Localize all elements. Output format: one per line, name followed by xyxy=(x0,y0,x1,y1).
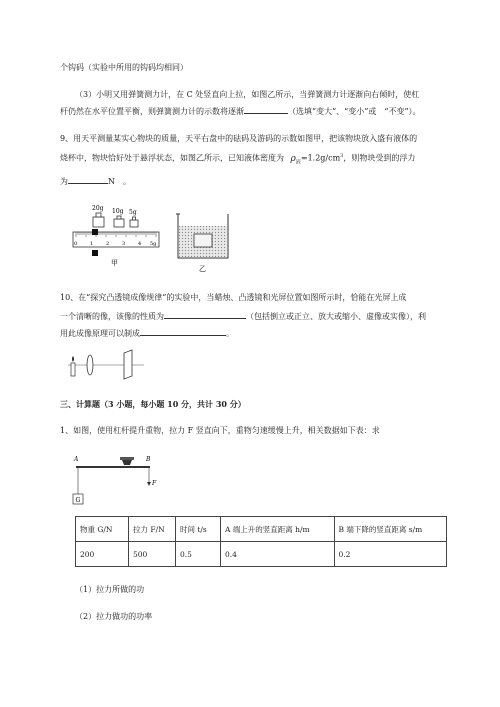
balance-figure xyxy=(68,198,164,268)
light-screen xyxy=(124,350,132,379)
candle-icon xyxy=(71,356,75,376)
text-segment: 用此成像原理可以制成 xyxy=(60,329,140,338)
tick-label: 1 xyxy=(90,241,94,247)
answer-blank[interactable] xyxy=(68,175,108,184)
weight-label: 20g xyxy=(92,205,104,212)
tick-label: 2 xyxy=(106,241,110,247)
table-row xyxy=(76,542,447,567)
force-label-f: F xyxy=(152,480,157,487)
rho-symbol: ρ xyxy=(290,153,296,164)
weight-20g xyxy=(92,205,104,227)
lever-label-a: A xyxy=(74,456,79,463)
floating-block xyxy=(194,234,212,247)
text-segment: N 。 xyxy=(108,177,131,186)
convex-lens xyxy=(87,355,93,375)
weight-10g xyxy=(112,208,124,227)
weight-5g xyxy=(129,209,138,227)
object-label-g: G xyxy=(75,497,81,504)
data-table xyxy=(75,516,447,567)
table-cell: 0.4 xyxy=(221,542,335,567)
table-cell: 物重 G/N xyxy=(76,517,129,542)
tick-label: 3 xyxy=(122,241,126,247)
question-9-line xyxy=(60,151,415,168)
figure-label-jia: 甲 xyxy=(111,259,118,267)
sub-question: （2）拉力做功的功率 xyxy=(75,612,153,621)
answer-blank[interactable] xyxy=(140,327,226,336)
lever-figure xyxy=(66,452,166,510)
question-10-line: 10、在“探究凸透镜成像规律”的实验中，当蜡烛、凸透镜和光屏位置如图所示时，恰能在光屏上成 xyxy=(60,293,407,302)
text-line: （3）小明又用弹簧测力计，在 C 处竖直向上拉，如图乙所示，当弹簧测力计逐渐向右倾时，使杠 xyxy=(75,90,420,99)
table-cell: 拉力 F/N xyxy=(129,517,176,542)
question-9-line: 9、用天平测量某实心物块的质量，天平右盘中的砝码及游码的示数如图甲，把该物块放入盛有液体的 xyxy=(60,134,418,143)
text-segment: （包括倒立或正立、放大或缩小、虚像或实像），利 xyxy=(246,312,426,321)
table-cell: 0.2 xyxy=(334,542,446,567)
text-segment: ，则物块受到的浮力 xyxy=(343,153,416,163)
answer-blank[interactable] xyxy=(244,105,288,114)
text-segment: 。 xyxy=(226,329,234,338)
text-segment: =1.2g/cm xyxy=(300,153,341,163)
table-cell: 时间 t/s xyxy=(176,517,221,542)
weight-label: 10g xyxy=(112,208,124,215)
question-9-line xyxy=(60,175,131,187)
rider-marker xyxy=(92,250,98,256)
lever-label-b: B xyxy=(146,456,151,463)
text-segment: 为 xyxy=(60,177,68,186)
section-heading: 三、计算题（3 小题，每小题 10 分，共计 30 分） xyxy=(60,399,246,409)
beaker-figure xyxy=(172,210,242,274)
tick-label: 4 xyxy=(138,241,142,247)
table-cell: A 端上升的竖直距离 h/m xyxy=(221,517,335,542)
text-segment: 一个清晰的像，该像的性质为 xyxy=(60,312,164,321)
sub-question: （1）拉力所做的功 xyxy=(75,585,145,594)
rho-subscript: 液 xyxy=(295,159,301,166)
table-cell: 200 xyxy=(76,542,129,567)
answer-blank[interactable] xyxy=(164,310,246,319)
text-segment: 烧杯中，物块恰好处于悬浮状态，如图乙所示，已知液体密度为 xyxy=(60,153,284,163)
table-cell: 0.5 xyxy=(176,542,221,567)
rider-marker xyxy=(92,229,98,235)
tick-label: 0 xyxy=(74,241,78,247)
text-line xyxy=(60,105,421,117)
table-cell: B 端下降的竖直距离 s/m xyxy=(334,517,446,542)
text-segment: （选填“变大”、“变小”或 “不变”）。 xyxy=(288,107,421,116)
fulcrum-bracket xyxy=(122,460,132,465)
ruler xyxy=(73,229,159,256)
question-10-line xyxy=(60,310,426,322)
question-10-line xyxy=(60,327,234,339)
table-header-row xyxy=(76,517,447,542)
calc-question-1: 1、如图，使用杠杆提升重物，拉力 F 竖直向下，重物匀速缓慢上升，相关数据如下表：求 xyxy=(60,426,380,435)
figure-label-yi: 乙 xyxy=(199,265,206,273)
lens-setup-figure xyxy=(66,348,148,380)
tick-label: 5g xyxy=(150,241,157,247)
unit-superscript: 3 xyxy=(340,153,344,159)
text-segment: 杆仍然在水平位置平衡，则弹簧测力计的示数将逐渐 xyxy=(60,107,244,116)
table-cell: 500 xyxy=(129,542,176,567)
text-line: 个钩码（实验中所用的钩码均相同） xyxy=(60,63,188,72)
weight-label: 5g xyxy=(129,209,137,216)
